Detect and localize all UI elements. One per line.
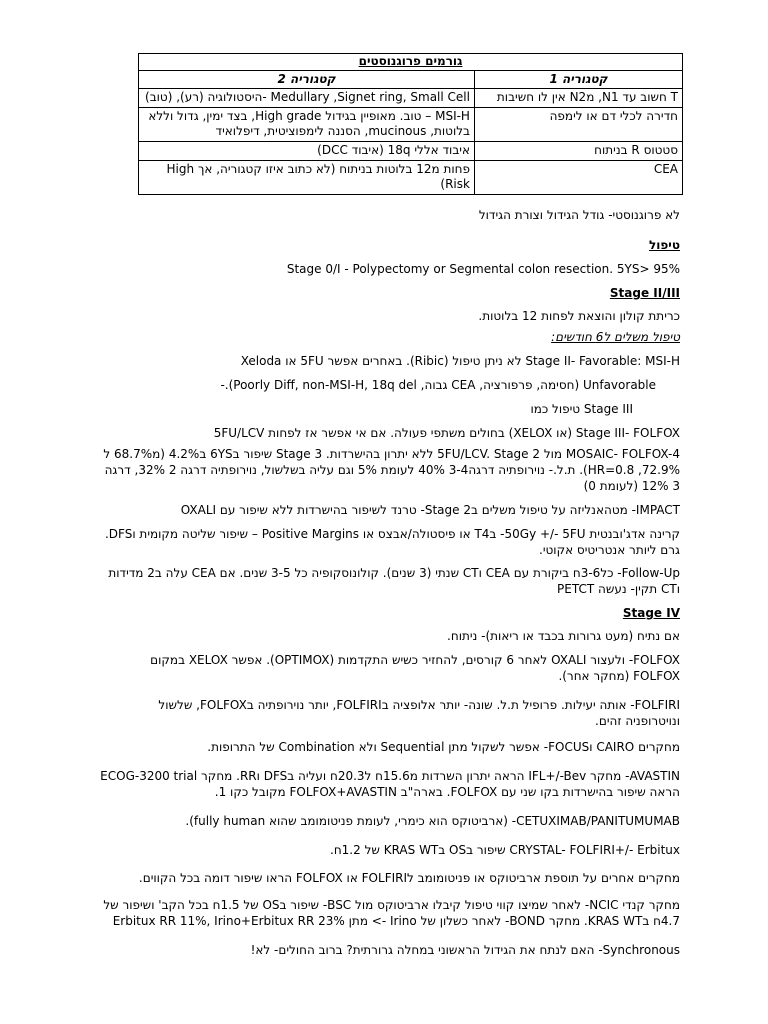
follow-up-paragraph: Follow-Up- כל3-6ח ביקורת עם CEA וCT שנתי (3 שנים). קולונוסקופיה כל 3-5 שנים. אם CEA עלה ב2 מדידות וCT תקין- נעשה PETCT xyxy=(108,566,680,596)
table-cell: T חשוב עד N1, מN2 אין לו חשיבות xyxy=(474,89,682,108)
stage-2-unfavorable-line: Unfavorable (חסימה, פרפורציה, CEA גבוה, Poorly Diff, non-MSI-H, 18q del).- xyxy=(220,378,656,392)
synchronous-line: Synchronous- האם לנתח את הגידול הראשוני במחלה גרורתית? ברוב החולים- לא! xyxy=(250,943,680,957)
adjuvant-line: טיפול משלים ל6 חודשים: xyxy=(551,330,680,344)
stage-3-folfox-line: Stage III- FOLFOX (או XELOX) בחולים משתפי פעולה. אם אי אפשר אז לפחות 5FU/LCV xyxy=(213,426,680,440)
avastin-paragraph: AVASTIN- מחקר IFL+/-Bev הראה יתרון השרדות מ15.6ח ל20.3ח ועליה בDFS וRR. מחקר ECOG-3200 trial הראה שיפור בהישרדות בקו שני עם FOLFOX. בארה"ב FOLFOX+AVASTIN מקובל כקו 1. xyxy=(100,769,680,799)
impact-line: IMPACT- מטהאנליזה על טיפול משלים בStage 2- טרנד לשיפור בהישרדות ללא שיפור עם OXALI xyxy=(180,503,680,517)
folfiri-paragraph: FOLFIRI- אותה יעילות. פרופיל ת.ל. שונה- יותר אלופציה בFOLFIRI, יותר נוירופתיה בFOLFOX, שלשול ונויטרופניה זהים. xyxy=(158,698,680,728)
stage-2-3-heading: Stage II/III xyxy=(609,286,680,300)
radiation-paragraph: קרינה אדג'ובנטית 50Gy +/- 5FU- בT4 או פיסטולה/אבצס או Positive Margins – שיפור שליטה מקומית וDFS. גרם ליותר אנטריטיס אקוטי. xyxy=(104,527,680,557)
category-1-title: קטגוריה 1 xyxy=(474,70,682,89)
ncic-paragraph: מחקר קנדי NCIC- לאחר שמיצו קווי טיפול קיבלו ארביטוקס מול BSC- שיפור בOS של 1.5ח בכל הקב' ושיפור של 4.7ח בKRAS WT. מחקר BOND- לאחר כשלון של Irino -> מתן Erbitux RR 11%, Irino+Erbitux RR 23% xyxy=(103,898,680,928)
table-row xyxy=(139,141,683,160)
table-cell: פחות מ12 בלוטות בניתוח (לא כתוב איזו קטגוריה, אך High Risk) xyxy=(139,160,475,194)
table-cell: MSI-H – טוב. מאופיין בגידול High grade, בצד ימין, גדול וללא בלוטות, mucinous, הסננה לימפוציטית, דיפלואיד xyxy=(139,107,475,141)
treatment-heading: טיפול xyxy=(649,238,680,252)
colectomy-line: כריתת קולון והוצאת לפחות 12 בלוטות. xyxy=(478,309,680,323)
table-cell: CEA xyxy=(474,160,682,194)
table-row xyxy=(139,160,683,194)
mosaic-paragraph: MOSAIC- FOLFOX-4 מול 5FU/LCV. Stage 2 ללא יתרון בהישרדות. Stage 3 שיפור ב6YS ב4.2% (מ68.7% ל 72.9%, HR=0.8). ת.ל.- נוירופתיה דרגה3-4 40% לעומת 5% וגם עליה בשלשול, נוירופתיה דרגה 2 32%, דרגה 3 12% (לעומת 0) xyxy=(103,447,680,493)
stage-4-heading: Stage IV xyxy=(622,606,680,620)
stage-0-line: Stage 0/I - Polypectomy or Segmental colon resection. 5YS> 95% xyxy=(286,262,680,276)
non-prognostic-line: לא פרוגנוסטי- גודל הגידול וצורת הגידול xyxy=(478,208,680,222)
category-2-title: קטגוריה 2 xyxy=(139,70,475,89)
crystal-line: CRYSTAL- FOLFIRI+/- Erbitux שיפור בOS בKRAS WT של 1.2ח. xyxy=(330,843,680,857)
prognostic-factors-table xyxy=(138,53,683,195)
table-row xyxy=(139,107,683,141)
table-cell: Medullary ,Signet ring, Small Cell -היסטולוגיה (רע), (טוב) xyxy=(139,89,475,108)
folfox-paragraph: FOLFOX- ולעצור OXALI לאחר 6 קורסים, להחזיר כשיש התקדמות (OPTIMOX). אפשר XELOX במקום FOLFOX (מחקר אחר). xyxy=(150,653,680,683)
table-cell: סטטוס R בניתוח xyxy=(474,141,682,160)
cairo-focus-line: מחקרים CAIRO וFOCUS- אפשר לשקול מתן Sequential ולא Combination של התרופות. xyxy=(207,740,680,754)
other-studies-line: מחקרים אחרים על תוספת ארביטוקס או פניטומומב לFOLFIRI או FOLFOX הראו שיפור דומה בכל הקווים. xyxy=(138,871,680,885)
stage-2-favorable-line: Stage II- Favorable: MSI-H לא ניתן טיפול (Ribic). באחרים אפשר 5FU או Xeloda xyxy=(240,354,680,368)
table-row xyxy=(139,89,683,108)
table-cell: איבוד אללי 18q (איבוד DCC) xyxy=(139,141,475,160)
table-header: גורמים פרוגנוסטים xyxy=(139,54,683,71)
table-cell: חדירה לכלי דם או לימפה xyxy=(474,107,682,141)
stage-3-like-line: Stage III טיפול כמו xyxy=(530,402,633,416)
cetuximab-line: CETUXIMAB/PANITUMUMAB- (ארביטוקס הוא כימרי, לעומת פניטומומב שהוא fully human). xyxy=(185,814,680,828)
resectable-line: אם נתיח (מעט גרורות בכבד או ריאות)- ניתוח. xyxy=(447,629,680,643)
